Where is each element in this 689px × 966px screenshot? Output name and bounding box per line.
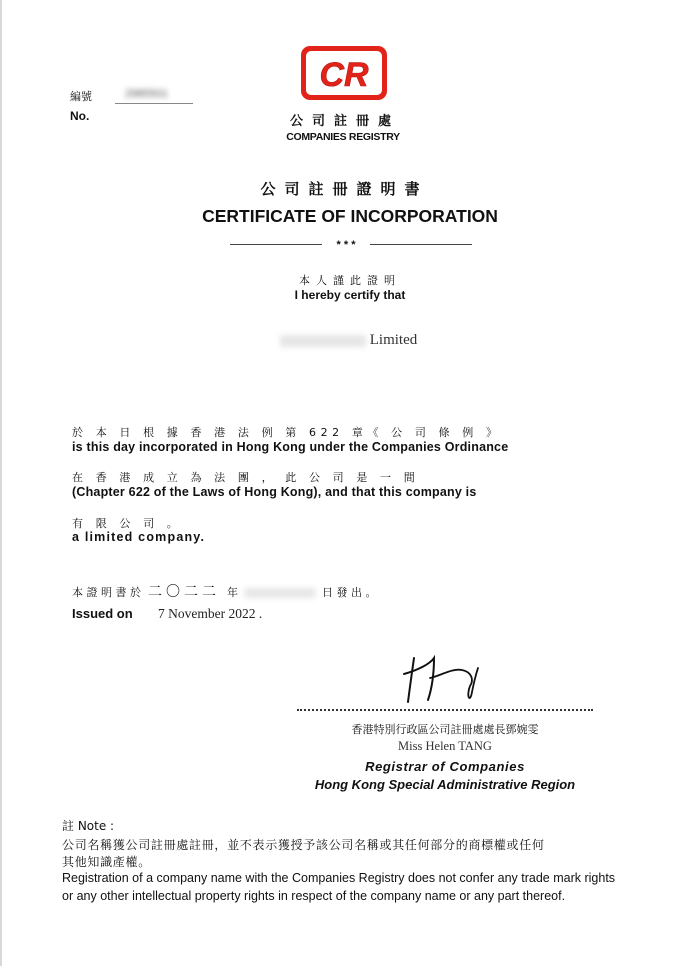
certificate-number: 2985501 <box>125 88 168 100</box>
note-text-en-2: or any other intellectual property rights in respect of the company name or any part thereof. <box>62 889 566 903</box>
issued-date-cjk <box>72 581 377 601</box>
body-line2-cjk: 在 香 港 成 立 為 法 團 ， 此 公 司 是 一 間 <box>72 471 420 484</box>
number-label-en: No. <box>70 109 90 123</box>
signature-line <box>297 709 593 711</box>
note-text-cjk-1: 公司名稱獲公司註冊處註冊，並不表示獲授予該公司名稱或其任何部分的商標權或任何 <box>62 838 545 852</box>
title-ornament: * * * <box>336 239 356 251</box>
title-rule-right <box>370 244 472 245</box>
redacted-company-name <box>280 335 366 347</box>
logo-text: CR <box>319 56 369 94</box>
note-text-cjk-2: 其他知識產權。 <box>62 855 151 869</box>
body-line3-cjk: 有 限 公 司 。 <box>72 517 183 530</box>
registry-name-en: COMPANIES REGISTRY <box>286 131 400 143</box>
issued-year-cjk: 二〇二二 <box>148 584 220 600</box>
body-line1-cjk: 於 本 日 根 據 香 港 法 例 第 622 章《 公 司 條 例 》 <box>72 426 502 439</box>
redacted-issued-month-day <box>245 588 315 598</box>
body-line3-en: a limited company. <box>72 530 206 544</box>
note-label: 註 Note : <box>62 819 115 833</box>
registry-name-cjk: 公司註冊處 <box>289 114 400 129</box>
body-line1-en: is this day incorporated in Hong Kong under the Companies Ordinance <box>72 440 509 454</box>
title-rule-left <box>230 244 322 245</box>
company-name-suffix: Limited <box>369 332 418 348</box>
issued-suffix-cjk: 日 發 出 。 <box>322 586 377 599</box>
issued-date-en: 7 November 2022 . <box>158 606 263 621</box>
registrar-title-cjk: 香港特別行政區公司註冊處處長鄧婉雯 <box>351 723 539 736</box>
number-label-cjk: 編號 <box>70 90 92 103</box>
issued-label-en: Issued on <box>72 606 133 621</box>
issued-prefix-cjk: 本 證 明 書 於 <box>72 586 141 599</box>
note-text-en-1: Registration of a company name with the Companies Registry does not confer any trade mark rights <box>62 871 616 885</box>
companies-registry-logo-icon <box>300 45 388 101</box>
registrar-title-en: Registrar of Companies <box>365 759 525 774</box>
issued-year-unit-cjk: 年 <box>227 586 238 599</box>
company-name <box>280 332 417 349</box>
number-underline <box>115 103 193 104</box>
registrar-signature-icon <box>400 652 490 710</box>
certify-statement-en: I hereby certify that <box>294 288 406 302</box>
registrar-region-en: Hong Kong Special Administrative Region <box>314 777 576 792</box>
registrar-name: Miss Helen TANG <box>398 739 492 753</box>
certificate-title-en: CERTIFICATE OF INCORPORATION <box>202 206 498 226</box>
body-line2-en: (Chapter 622 of the Laws of Hong Kong), and that this company is <box>72 485 477 499</box>
certificate-title-cjk: 公司註冊證明書 <box>260 180 429 198</box>
page-edge <box>0 0 2 966</box>
certify-statement-cjk: 本人謹此證明 <box>299 274 401 287</box>
